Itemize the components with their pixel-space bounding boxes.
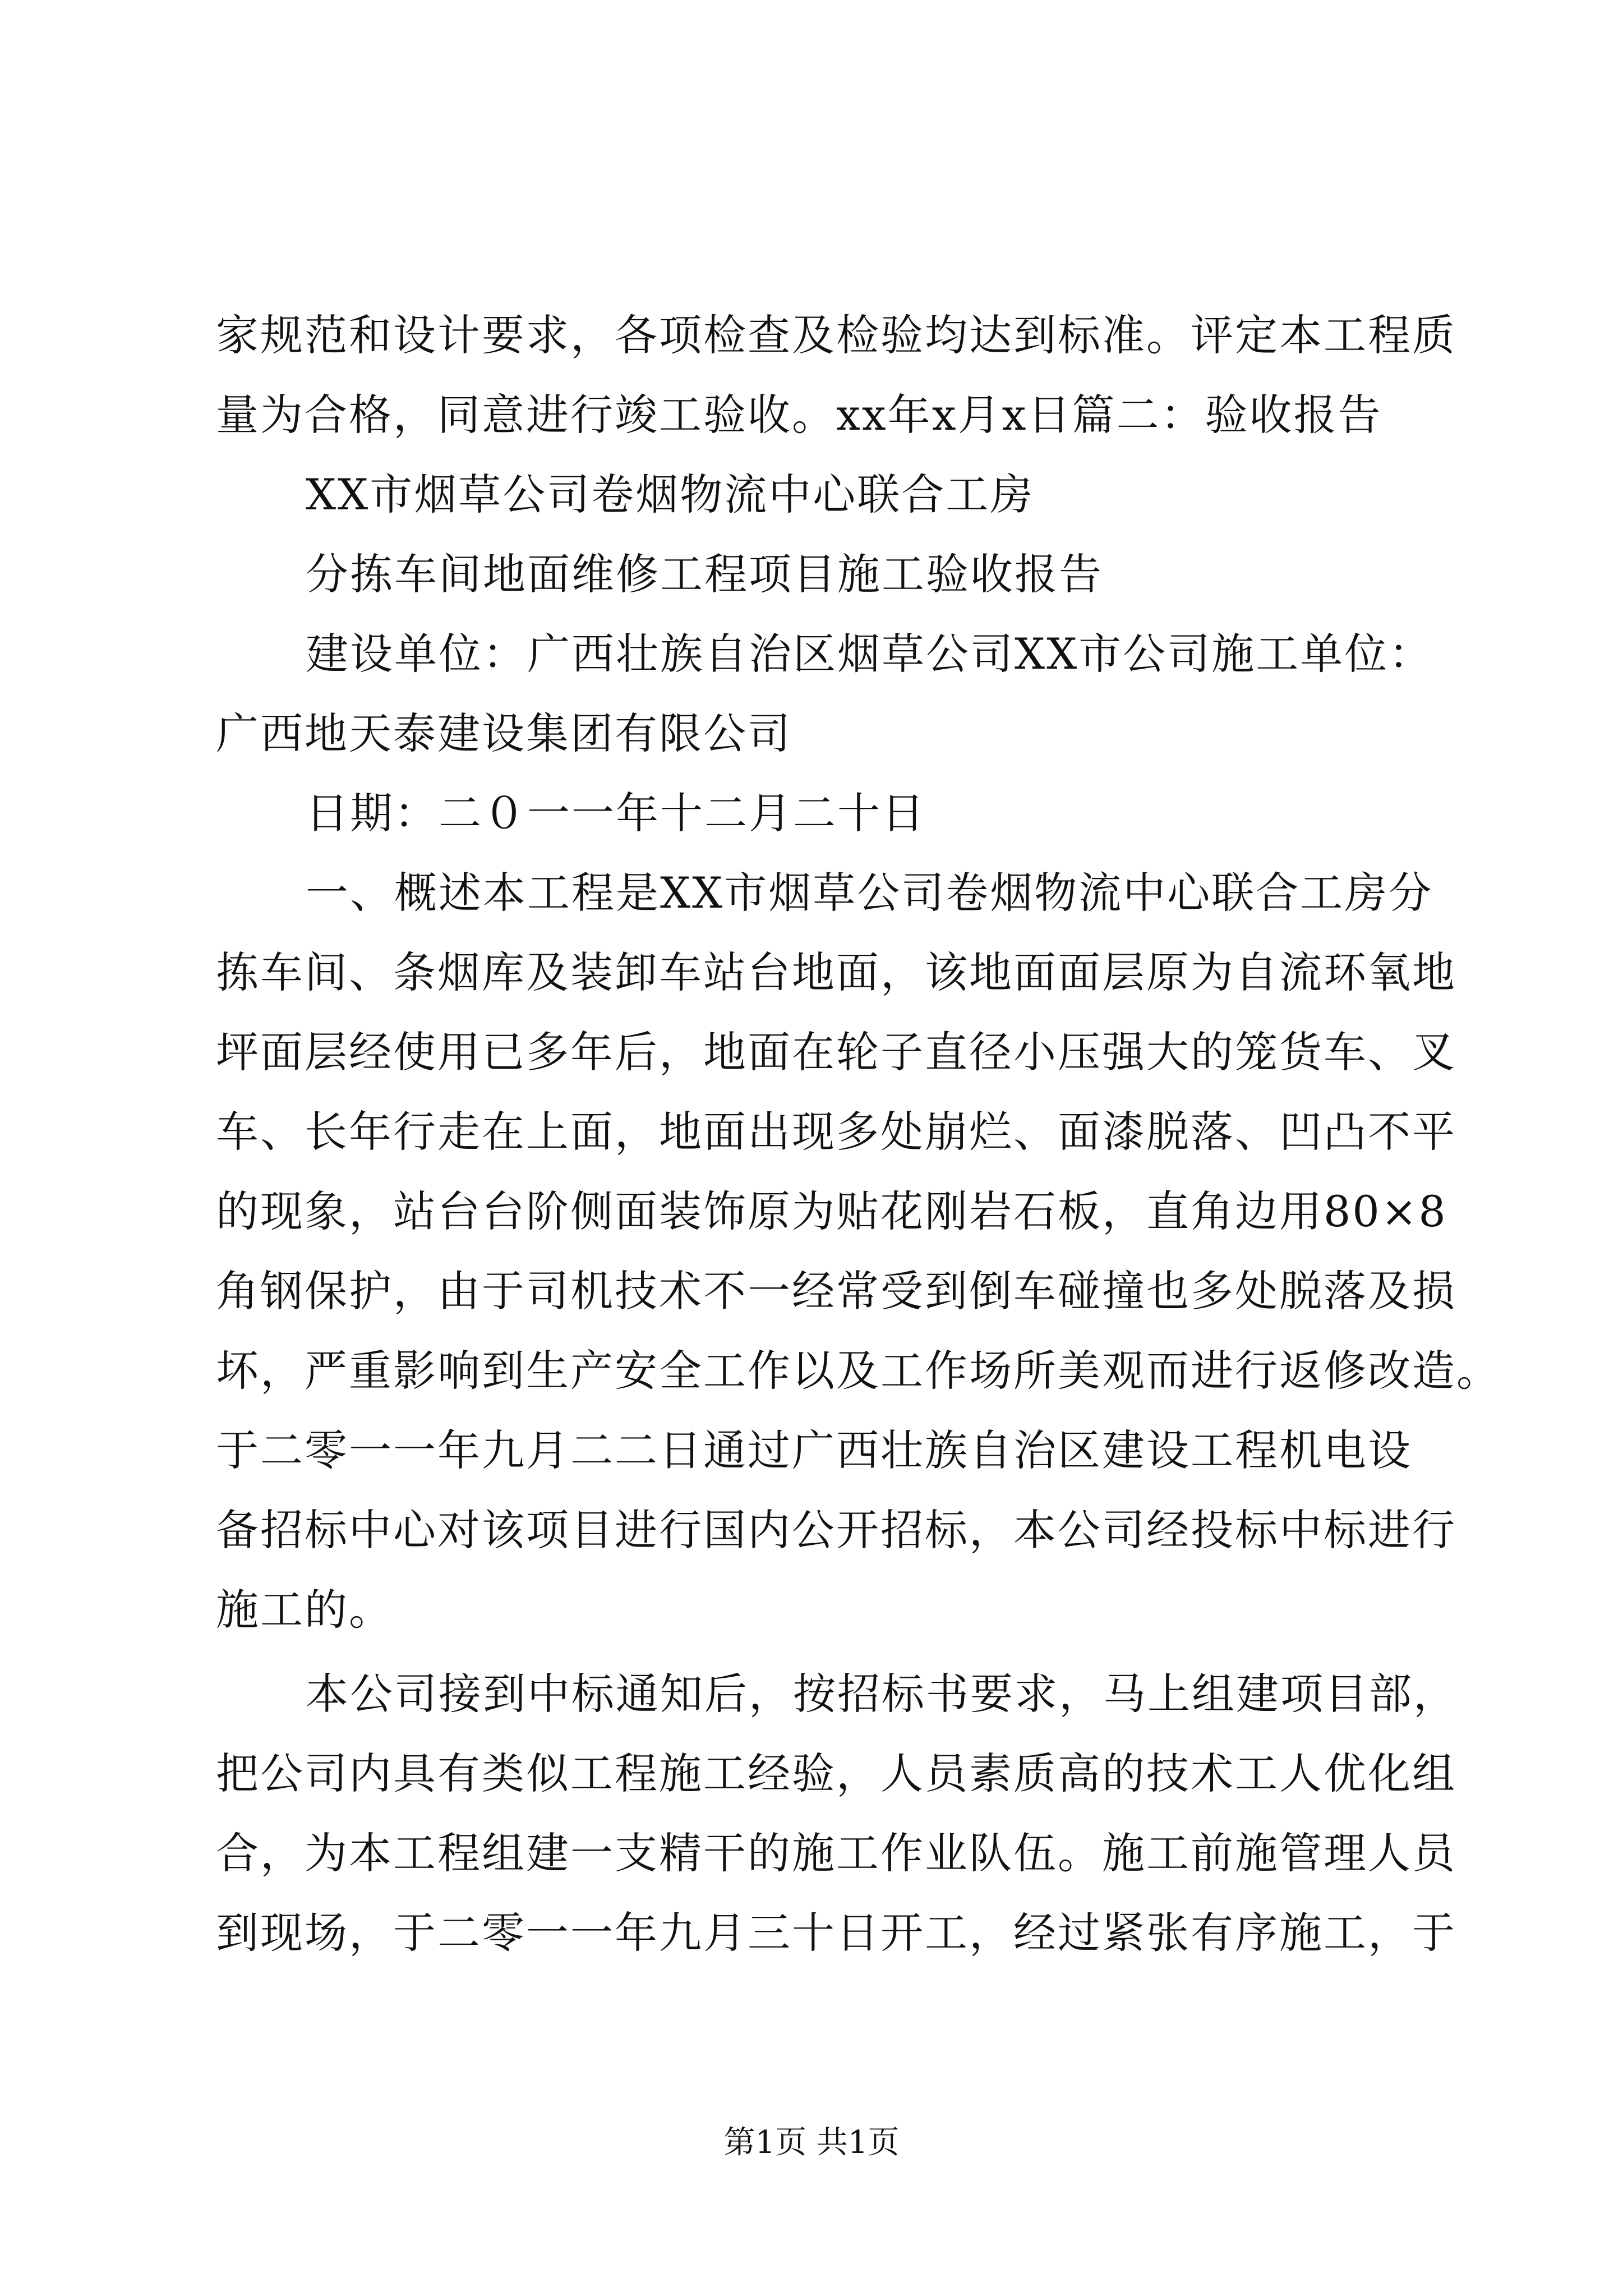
paragraph2-line-3: 合，为本工程组建一支精干的施工作业队伍。施工前施管理人员 — [216, 1828, 1456, 1878]
overview-line-1: 一、概述本工程是XX市烟草公司卷烟物流中心联合工房分 — [306, 868, 1433, 918]
overview-line-5: 的现象，站台台阶侧面装饰原为贴花刚岩石板，直角边用80×8 — [216, 1186, 1447, 1236]
date-line: 日期：二０一一年十二月二十日 — [306, 788, 926, 838]
title-line-2: 分拣车间地面维修工程项目施工验收报告 — [306, 549, 1103, 599]
paragraph2-line-1: 本公司接到中标通知后，按招标书要求，马上组建项目部， — [306, 1669, 1458, 1719]
overview-line-7: 坏，严重影响到生产安全工作以及工作场所美观而进行返修改造。 — [216, 1346, 1501, 1396]
contractor-line: 广西地天泰建设集团有限公司 — [216, 708, 792, 758]
construction-unit-line: 建设单位：广西壮族自治区烟草公司XX市公司施工单位： — [306, 629, 1433, 679]
overview-line-9: 备招标中心对该项目进行国内公开招标，本公司经投标中标进行 — [216, 1505, 1456, 1555]
page-footer: 第1页 共1页 — [723, 2124, 900, 2161]
overview-line-3: 坪面层经使用已多年后，地面在轮子直径小压强大的笼货车、叉 — [216, 1027, 1456, 1077]
overview-line-10: 施工的。 — [216, 1585, 393, 1635]
paragraph2-line-4: 到现场，于二零一一年九月三十日开工，经过紧张有序施工，于 — [216, 1908, 1456, 1958]
overview-line-6: 角钢保护，由于司机技术不一经常受到倒车碰撞也多处脱落及损 — [216, 1266, 1456, 1316]
overview-line-4: 车、长年行走在上面，地面出现多处崩烂、面漆脱落、凹凸不平 — [216, 1107, 1456, 1157]
overview-line-8: 于二零一一年九月二二日通过广西壮族自治区建设工程机电设 — [216, 1425, 1412, 1475]
paragraph2-line-2: 把公司内具有类似工程施工经验，人员素质高的技术工人优化组 — [216, 1749, 1456, 1798]
text-line-2: 量为合格，同意进行竣工验收。xx年x月x日篇二：验收报告 — [216, 390, 1382, 440]
overview-line-2: 拣车间、条烟库及装卸车站台地面，该地面面层原为自流环氧地 — [216, 947, 1456, 997]
text-line-1: 家规范和设计要求，各项检查及检验均达到标准。评定本工程质 — [216, 310, 1456, 360]
title-line-1: XX市烟草公司卷烟物流中心联合工房 — [306, 470, 1035, 519]
